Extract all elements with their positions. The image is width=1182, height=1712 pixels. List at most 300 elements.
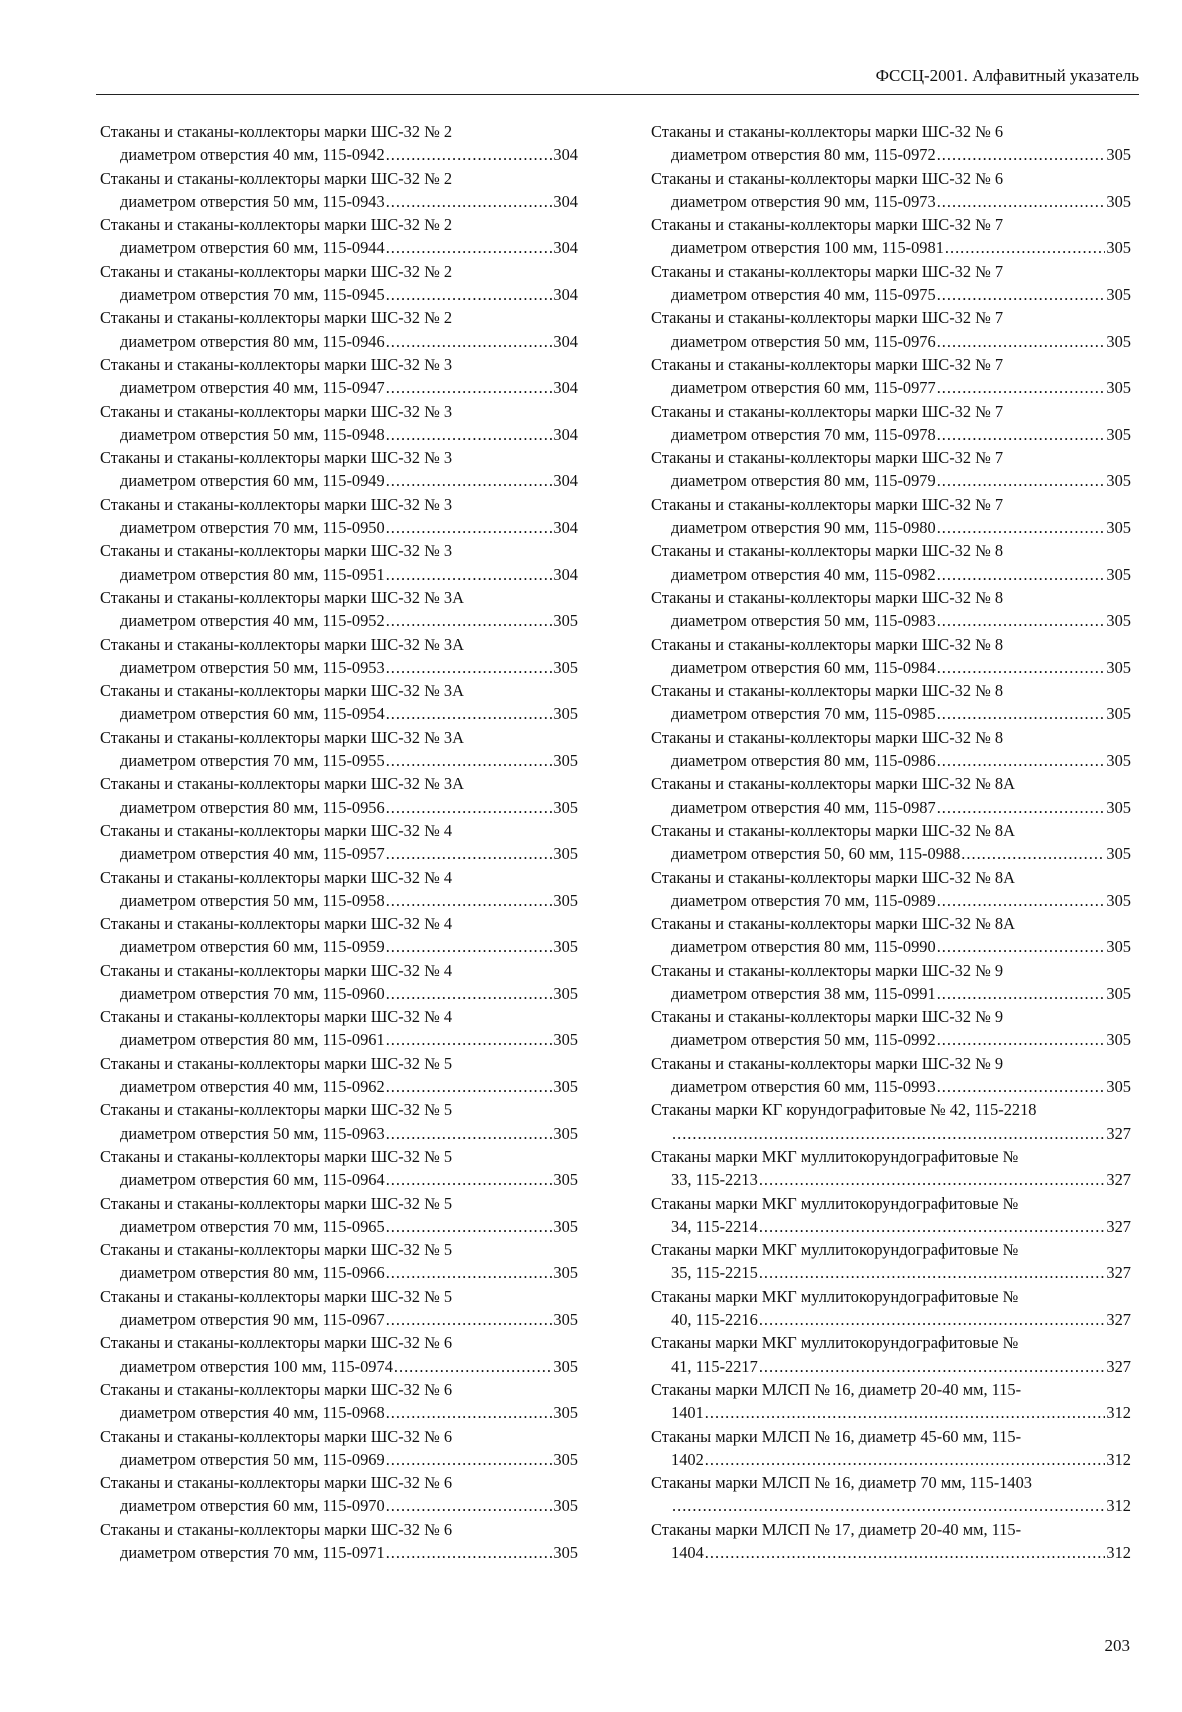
entry-detail-line <box>651 190 1131 213</box>
entry-title: Стаканы и стаканы-коллекторы марки ШС-32 № 8А <box>651 867 1015 887</box>
index-entry <box>100 1378 578 1424</box>
leader-dots <box>937 469 1106 492</box>
entry-page: 305 <box>1106 284 1131 304</box>
entry-page: 305 <box>553 1496 578 1516</box>
entry-detail: диаметром отверстия 80 мм, 115-0946 <box>120 331 385 351</box>
entry-title: Стаканы и стаканы-коллекторы марки ШС-32 № 8 <box>651 727 1004 747</box>
index-entry <box>100 959 578 1005</box>
entry-title: Стаканы и стаканы-коллекторы марки ШС-32 № 7 <box>651 401 1004 421</box>
entry-page: 305 <box>553 1030 578 1050</box>
entry-detail-line <box>100 1494 578 1517</box>
entry-page: 304 <box>553 564 578 584</box>
index-entry <box>651 1238 1131 1284</box>
entry-title: Стаканы и стаканы-коллекторы марки ШС-32 № 3 <box>100 541 453 561</box>
entry-detail: 41, 115-2217 <box>671 1356 758 1376</box>
entry-detail: диаметром отверстия 50, 60 мм, 115-0988 <box>671 844 961 864</box>
entry-detail-line <box>651 702 1131 725</box>
entry-title: Стаканы и стаканы-коллекторы марки ШС-32 № 8 <box>651 587 1004 607</box>
entry-page: 305 <box>1106 1077 1131 1097</box>
entry-title: Стаканы и стаканы-коллекторы марки ШС-32 № 2 <box>100 308 453 328</box>
index-entry <box>100 213 578 259</box>
index-entry <box>651 1192 1131 1238</box>
entry-title: Стаканы и стаканы-коллекторы марки ШС-32 № 3А <box>100 727 464 747</box>
leader-dots <box>386 1261 553 1284</box>
entry-title: Стаканы и стаканы-коллекторы марки ШС-32 № 7 <box>651 494 1004 514</box>
entry-title: Стаканы и стаканы-коллекторы марки ШС-32 № 7 <box>651 448 1004 468</box>
entry-detail-line <box>651 1308 1131 1331</box>
entry-page: 305 <box>553 611 578 631</box>
index-entry <box>100 1005 578 1051</box>
entry-page: 305 <box>1106 517 1131 537</box>
entry-title: Стаканы марки МЛСП № 16, диаметр 70 мм, 115-1403 <box>651 1473 1033 1493</box>
entry-title: Стаканы марки КГ корундографитовые № 42, 115-2218 <box>651 1100 1037 1120</box>
index-entry <box>651 260 1131 306</box>
entry-page: 305 <box>553 983 578 1003</box>
entry-page: 327 <box>1106 1310 1131 1330</box>
index-entry <box>651 1005 1131 1051</box>
entry-detail-line <box>651 842 1131 865</box>
entry-page: 305 <box>1106 890 1131 910</box>
entry-title: Стаканы и стаканы-коллекторы марки ШС-32 № 6 <box>100 1519 453 1539</box>
entry-detail-line <box>100 1448 578 1471</box>
index-entry <box>100 819 578 865</box>
entry-detail-line <box>651 1215 1131 1238</box>
entry-detail: диаметром отверстия 40 мм, 115-0987 <box>671 797 936 817</box>
leader-dots <box>386 656 553 679</box>
entry-detail: диаметром отверстия 40 мм, 115-0962 <box>120 1077 385 1097</box>
entry-page: 305 <box>553 1403 578 1423</box>
entry-page: 305 <box>553 657 578 677</box>
entry-title: Стаканы и стаканы-коллекторы марки ШС-32 № 3А <box>100 774 464 794</box>
entry-page: 305 <box>553 1123 578 1143</box>
entry-page: 304 <box>553 378 578 398</box>
entry-title: Стаканы и стаканы-коллекторы марки ШС-32 № 6 <box>651 122 1004 141</box>
entry-title: Стаканы марки МКГ муллитокорундографитовые № <box>651 1240 1019 1260</box>
entry-page: 304 <box>553 238 578 258</box>
entry-detail-line <box>651 330 1131 353</box>
entry-detail: диаметром отверстия 60 мм, 115-0984 <box>671 657 936 677</box>
entry-title: Стаканы и стаканы-коллекторы марки ШС-32 № 3 <box>100 401 453 421</box>
entry-detail-line <box>100 1308 578 1331</box>
leader-dots <box>386 889 553 912</box>
index-entry <box>651 493 1131 539</box>
index-entry <box>100 120 578 166</box>
index-entry <box>651 306 1131 352</box>
entry-detail: диаметром отверстия 40 мм, 115-0975 <box>671 284 936 304</box>
entry-title: Стаканы и стаканы-коллекторы марки ШС-32 № 2 <box>100 215 453 235</box>
index-entry <box>100 1145 578 1191</box>
entry-title: Стаканы и стаканы-коллекторы марки ШС-32 № 4 <box>100 960 453 980</box>
entry-title: Стаканы и стаканы-коллекторы марки ШС-32 № 4 <box>100 867 453 887</box>
leader-dots <box>386 236 553 259</box>
leader-dots <box>937 143 1106 166</box>
entry-page: 304 <box>553 424 578 444</box>
index-entry <box>100 446 578 492</box>
entry-detail-line <box>651 563 1131 586</box>
leader-dots <box>386 842 553 865</box>
leader-dots <box>386 143 553 166</box>
entry-detail: диаметром отверстия 100 мм, 115-0974 <box>120 1356 393 1376</box>
entry-title: Стаканы и стаканы-коллекторы марки ШС-32 № 5 <box>100 1147 453 1167</box>
leader-dots <box>759 1308 1106 1331</box>
index-entry <box>651 1471 1131 1517</box>
entry-page: 305 <box>1106 611 1131 631</box>
entry-detail: диаметром отверстия 60 мм, 115-0977 <box>671 378 936 398</box>
entry-title: Стаканы и стаканы-коллекторы марки ШС-32 № 7 <box>651 215 1004 235</box>
leader-dots <box>705 1448 1106 1471</box>
entry-detail-line <box>100 236 578 259</box>
entry-page: 312 <box>1106 1496 1131 1516</box>
index-entry <box>100 1098 578 1144</box>
entry-detail: диаметром отверстия 40 мм, 115-0952 <box>120 611 385 631</box>
entry-detail: диаметром отверстия 38 мм, 115-0991 <box>671 983 936 1003</box>
entry-page: 305 <box>1106 145 1131 165</box>
entry-title: Стаканы и стаканы-коллекторы марки ШС-32 № 7 <box>651 354 1004 374</box>
entry-title: Стаканы и стаканы-коллекторы марки ШС-32 № 9 <box>651 1053 1004 1073</box>
leader-dots <box>386 1308 553 1331</box>
entry-detail: диаметром отверстия 60 мм, 115-0949 <box>120 471 385 491</box>
entry-page: 305 <box>1106 983 1131 1003</box>
entry-title: Стаканы и стаканы-коллекторы марки ШС-32 № 8А <box>651 774 1015 794</box>
entry-page: 305 <box>1106 797 1131 817</box>
entry-detail: диаметром отверстия 50 мм, 115-0976 <box>671 331 936 351</box>
entry-page: 304 <box>553 517 578 537</box>
entry-detail: диаметром отверстия 50 мм, 115-0983 <box>671 611 936 631</box>
leader-dots <box>937 563 1106 586</box>
entry-detail: диаметром отверстия 60 мм, 115-0970 <box>120 1496 385 1516</box>
entry-detail: диаметром отверстия 60 мм, 115-0959 <box>120 937 385 957</box>
leader-dots <box>937 516 1106 539</box>
entry-detail: диаметром отверстия 40 мм, 115-0957 <box>120 844 385 864</box>
entry-title: Стаканы и стаканы-коллекторы марки ШС-32 № 8 <box>651 681 1004 701</box>
index-column-right <box>651 120 1131 1564</box>
entry-page: 305 <box>1106 238 1131 258</box>
index-entry <box>651 539 1131 585</box>
leader-dots <box>937 889 1106 912</box>
leader-dots <box>386 1448 553 1471</box>
entry-detail: диаметром отверстия 90 мм, 115-0980 <box>671 517 936 537</box>
leader-dots <box>386 330 553 353</box>
index-entry <box>651 353 1131 399</box>
entry-title: Стаканы и стаканы-коллекторы марки ШС-32 № 6 <box>100 1380 453 1400</box>
index-entry <box>651 1378 1131 1424</box>
entry-detail-line <box>100 190 578 213</box>
entry-detail-line <box>100 376 578 399</box>
entry-page: 305 <box>553 1170 578 1190</box>
leader-dots <box>937 796 1106 819</box>
index-entry <box>651 1145 1131 1191</box>
entry-page: 305 <box>1106 657 1131 677</box>
entry-detail: диаметром отверстия 70 мм, 115-0971 <box>120 1543 385 1563</box>
index-entry <box>100 912 578 958</box>
leader-dots <box>759 1215 1106 1238</box>
entry-detail: диаметром отверстия 80 мм, 115-0990 <box>671 937 936 957</box>
entry-detail-line <box>651 656 1131 679</box>
leader-dots <box>937 982 1106 1005</box>
index-entry <box>100 493 578 539</box>
entry-page: 312 <box>1106 1449 1131 1469</box>
entry-title: Стаканы и стаканы-коллекторы марки ШС-32 № 8 <box>651 541 1004 561</box>
index-entry <box>100 586 578 632</box>
leader-dots <box>386 469 553 492</box>
leader-dots <box>937 702 1106 725</box>
entry-detail-line <box>100 749 578 772</box>
entry-page: 305 <box>1106 331 1131 351</box>
entry-title: Стаканы и стаканы-коллекторы марки ШС-32 № 3А <box>100 681 464 701</box>
index-entry <box>651 1098 1131 1144</box>
entry-detail-line <box>100 982 578 1005</box>
index-entry <box>100 353 578 399</box>
entry-detail-line <box>100 1122 578 1145</box>
entry-detail: диаметром отверстия 50 мм, 115-0943 <box>120 191 385 211</box>
entry-title: Стаканы и стаканы-коллекторы марки ШС-32 № 9 <box>651 1007 1004 1027</box>
entry-detail-line <box>100 563 578 586</box>
entry-detail-line <box>100 609 578 632</box>
leader-dots <box>386 935 553 958</box>
entry-detail-line <box>100 1401 578 1424</box>
entry-detail-line <box>651 516 1131 539</box>
entry-page: 305 <box>1106 844 1131 864</box>
entry-detail-line <box>651 796 1131 819</box>
entry-detail: диаметром отверстия 60 мм, 115-0964 <box>120 1170 385 1190</box>
index-entry <box>651 1425 1131 1471</box>
entry-detail: диаметром отверстия 80 мм, 115-0972 <box>671 145 936 165</box>
entry-detail: диаметром отверстия 70 мм, 115-0985 <box>671 704 936 724</box>
leader-dots <box>672 1122 1105 1145</box>
leader-dots <box>672 1494 1105 1517</box>
entry-detail: диаметром отверстия 80 мм, 115-0986 <box>671 750 936 770</box>
entry-detail: диаметром отверстия 80 мм, 115-0979 <box>671 471 936 491</box>
entry-detail-line <box>100 702 578 725</box>
entry-page: 305 <box>1106 191 1131 211</box>
entry-title: Стаканы и стаканы-коллекторы марки ШС-32 № 5 <box>100 1053 453 1073</box>
entry-title: Стаканы и стаканы-коллекторы марки ШС-32 № 9 <box>651 960 1004 980</box>
entry-detail-line <box>651 1355 1131 1378</box>
leader-dots <box>759 1261 1106 1284</box>
entry-page: 305 <box>1106 378 1131 398</box>
entry-detail-line <box>651 1122 1131 1145</box>
entry-page: 305 <box>1106 937 1131 957</box>
entry-detail: диаметром отверстия 60 мм, 115-0954 <box>120 704 385 724</box>
index-entry <box>651 586 1131 632</box>
entry-title: Стаканы и стаканы-коллекторы марки ШС-32 № 5 <box>100 1286 453 1306</box>
entry-detail: диаметром отверстия 80 мм, 115-0951 <box>120 564 385 584</box>
entry-detail-line <box>100 656 578 679</box>
entry-page: 305 <box>553 1077 578 1097</box>
entry-title: Стаканы и стаканы-коллекторы марки ШС-32 № 5 <box>100 1193 453 1213</box>
entry-page: 305 <box>1106 424 1131 444</box>
index-column-left <box>100 120 578 1564</box>
entry-title: Стаканы марки МЛСП № 16, диаметр 45-60 мм, 115- <box>651 1426 1022 1446</box>
entry-detail-line <box>651 889 1131 912</box>
entry-detail: 34, 115-2214 <box>671 1216 758 1236</box>
entry-detail: 1402 <box>671 1449 704 1469</box>
entry-title: Стаканы марки МКГ муллитокорундографитовые № <box>651 1333 1019 1353</box>
leader-dots <box>937 1028 1106 1051</box>
entry-page: 327 <box>1106 1216 1131 1236</box>
index-entry <box>651 633 1131 679</box>
entry-title: Стаканы и стаканы-коллекторы марки ШС-32 № 6 <box>100 1426 453 1446</box>
index-entry <box>651 167 1131 213</box>
entry-page: 305 <box>553 844 578 864</box>
entry-title: Стаканы и стаканы-коллекторы марки ШС-32 № 7 <box>651 261 1004 281</box>
leader-dots <box>937 190 1106 213</box>
leader-dots <box>759 1355 1106 1378</box>
index-entry <box>651 679 1131 725</box>
entry-detail-line <box>651 1075 1131 1098</box>
leader-dots <box>386 1401 553 1424</box>
leader-dots <box>386 563 553 586</box>
index-entry <box>100 1425 578 1471</box>
entry-detail: 35, 115-2215 <box>671 1263 758 1283</box>
entry-title: Стаканы марки МКГ муллитокорундографитовые № <box>651 1286 1019 1306</box>
entry-detail: диаметром отверстия 40 мм, 115-0982 <box>671 564 936 584</box>
entry-detail: диаметром отверстия 70 мм, 115-0989 <box>671 890 936 910</box>
index-entry <box>651 866 1131 912</box>
entry-page: 304 <box>553 284 578 304</box>
entry-page: 327 <box>1106 1356 1131 1376</box>
entry-title: Стаканы и стаканы-коллекторы марки ШС-32 № 7 <box>651 308 1004 328</box>
entry-detail: диаметром отверстия 40 мм, 115-0947 <box>120 378 385 398</box>
entry-title: Стаканы и стаканы-коллекторы марки ШС-32 № 3А <box>100 587 464 607</box>
entry-detail-line <box>651 1261 1131 1284</box>
entry-title: Стаканы и стаканы-коллекторы марки ШС-32 № 2 <box>100 168 453 188</box>
index-entry <box>651 213 1131 259</box>
entry-title: Стаканы и стаканы-коллекторы марки ШС-32 № 3 <box>100 448 453 468</box>
leader-dots <box>386 796 553 819</box>
entry-page: 305 <box>553 704 578 724</box>
entry-title: Стаканы и стаканы-коллекторы марки ШС-32 № 8А <box>651 820 1015 840</box>
index-entry <box>100 1052 578 1098</box>
entry-page: 305 <box>553 1216 578 1236</box>
index-entry <box>651 912 1131 958</box>
leader-dots <box>937 609 1106 632</box>
entry-page: 305 <box>1106 750 1131 770</box>
leader-dots <box>945 236 1106 259</box>
leader-dots <box>386 1168 553 1191</box>
leader-dots <box>937 423 1106 446</box>
index-entry <box>100 866 578 912</box>
entry-detail-line <box>651 283 1131 306</box>
entry-detail-line <box>100 1215 578 1238</box>
entry-detail: диаметром отверстия 40 мм, 115-0968 <box>120 1403 385 1423</box>
entry-page: 305 <box>1106 1030 1131 1050</box>
entry-detail-line <box>651 1448 1131 1471</box>
entry-detail: диаметром отверстия 80 мм, 115-0966 <box>120 1263 385 1283</box>
entry-detail: диаметром отверстия 80 мм, 115-0956 <box>120 797 385 817</box>
index-entry <box>100 633 578 679</box>
index-entry <box>651 1518 1131 1564</box>
entry-detail: диаметром отверстия 100 мм, 115-0981 <box>671 238 944 258</box>
entry-title: Стаканы и стаканы-коллекторы марки ШС-32 № 6 <box>100 1473 453 1493</box>
entry-detail-line <box>100 935 578 958</box>
entry-detail-line <box>100 796 578 819</box>
entry-title: Стаканы и стаканы-коллекторы марки ШС-32 № 5 <box>100 1100 453 1120</box>
entry-detail: диаметром отверстия 60 мм, 115-0944 <box>120 238 385 258</box>
entry-detail-line <box>651 143 1131 166</box>
leader-dots <box>386 190 553 213</box>
index-entry <box>651 959 1131 1005</box>
index-entry <box>100 539 578 585</box>
leader-dots <box>386 1541 553 1564</box>
entry-detail-line <box>100 516 578 539</box>
entry-page: 327 <box>1106 1123 1131 1143</box>
leader-dots <box>386 376 553 399</box>
entry-detail-line <box>100 842 578 865</box>
leader-dots <box>386 749 553 772</box>
entry-detail-line <box>100 1541 578 1564</box>
leader-dots <box>386 423 553 446</box>
entry-detail-line <box>651 469 1131 492</box>
entry-detail: диаметром отверстия 70 мм, 115-0965 <box>120 1216 385 1236</box>
entry-detail: 1401 <box>671 1403 704 1423</box>
entry-page: 305 <box>553 750 578 770</box>
entry-detail-line <box>100 143 578 166</box>
entry-page: 312 <box>1106 1543 1131 1563</box>
leader-dots <box>705 1541 1106 1564</box>
leader-dots <box>386 609 553 632</box>
entry-title: Стаканы и стаканы-коллекторы марки ШС-32 № 2 <box>100 122 453 141</box>
index-entry <box>651 1052 1131 1098</box>
page-number: 203 <box>1104 1636 1130 1655</box>
index-entry <box>651 726 1131 772</box>
entry-detail: диаметром отверстия 70 мм, 115-0950 <box>120 517 385 537</box>
leader-dots <box>386 702 553 725</box>
entry-detail-line <box>651 609 1131 632</box>
header-title: ФССЦ-2001. Алфавитный указатель <box>875 66 1139 85</box>
entry-detail: диаметром отверстия 50 мм, 115-0963 <box>120 1123 385 1143</box>
leader-dots <box>394 1355 553 1378</box>
running-header <box>96 66 1139 95</box>
entry-title: Стаканы и стаканы-коллекторы марки ШС-32 № 8А <box>651 914 1015 934</box>
leader-dots <box>386 516 553 539</box>
entry-title: Стаканы и стаканы-коллекторы марки ШС-32 № 4 <box>100 1007 453 1027</box>
leader-dots <box>937 749 1106 772</box>
entry-page: 305 <box>553 1543 578 1563</box>
index-entry <box>100 1471 578 1517</box>
entry-detail-line <box>100 1168 578 1191</box>
entry-detail: диаметром отверстия 90 мм, 115-0967 <box>120 1310 385 1330</box>
entry-page: 327 <box>1106 1170 1131 1190</box>
entry-title: Стаканы и стаканы-коллекторы марки ШС-32 № 4 <box>100 914 453 934</box>
index-entry <box>100 1331 578 1377</box>
entry-detail-line <box>651 236 1131 259</box>
entry-page: 305 <box>1106 564 1131 584</box>
entry-title: Стаканы и стаканы-коллекторы марки ШС-32 № 5 <box>100 1240 453 1260</box>
entry-detail-line <box>100 889 578 912</box>
leader-dots <box>386 1122 553 1145</box>
entry-page: 305 <box>553 797 578 817</box>
entry-title: Стаканы и стаканы-коллекторы марки ШС-32 № 3 <box>100 494 453 514</box>
entry-title: Стаканы марки МКГ муллитокорундографитовые № <box>651 1193 1019 1213</box>
index-entry <box>100 306 578 352</box>
entry-page: 305 <box>553 1449 578 1469</box>
entry-detail: диаметром отверстия 70 мм, 115-0955 <box>120 750 385 770</box>
entry-detail: диаметром отверстия 50 мм, 115-0953 <box>120 657 385 677</box>
leader-dots <box>705 1401 1106 1424</box>
entry-page: 304 <box>553 145 578 165</box>
entry-detail: диаметром отверстия 90 мм, 115-0973 <box>671 191 936 211</box>
entry-page: 305 <box>1106 704 1131 724</box>
leader-dots <box>937 1075 1106 1098</box>
entry-detail-line <box>651 1494 1131 1517</box>
entry-title: Стаканы и стаканы-коллекторы марки ШС-32 № 6 <box>100 1333 453 1353</box>
entry-detail-line <box>651 1541 1131 1564</box>
index-entry <box>651 1331 1131 1377</box>
entry-page: 305 <box>553 937 578 957</box>
entry-page: 304 <box>553 471 578 491</box>
entry-detail-line <box>100 330 578 353</box>
